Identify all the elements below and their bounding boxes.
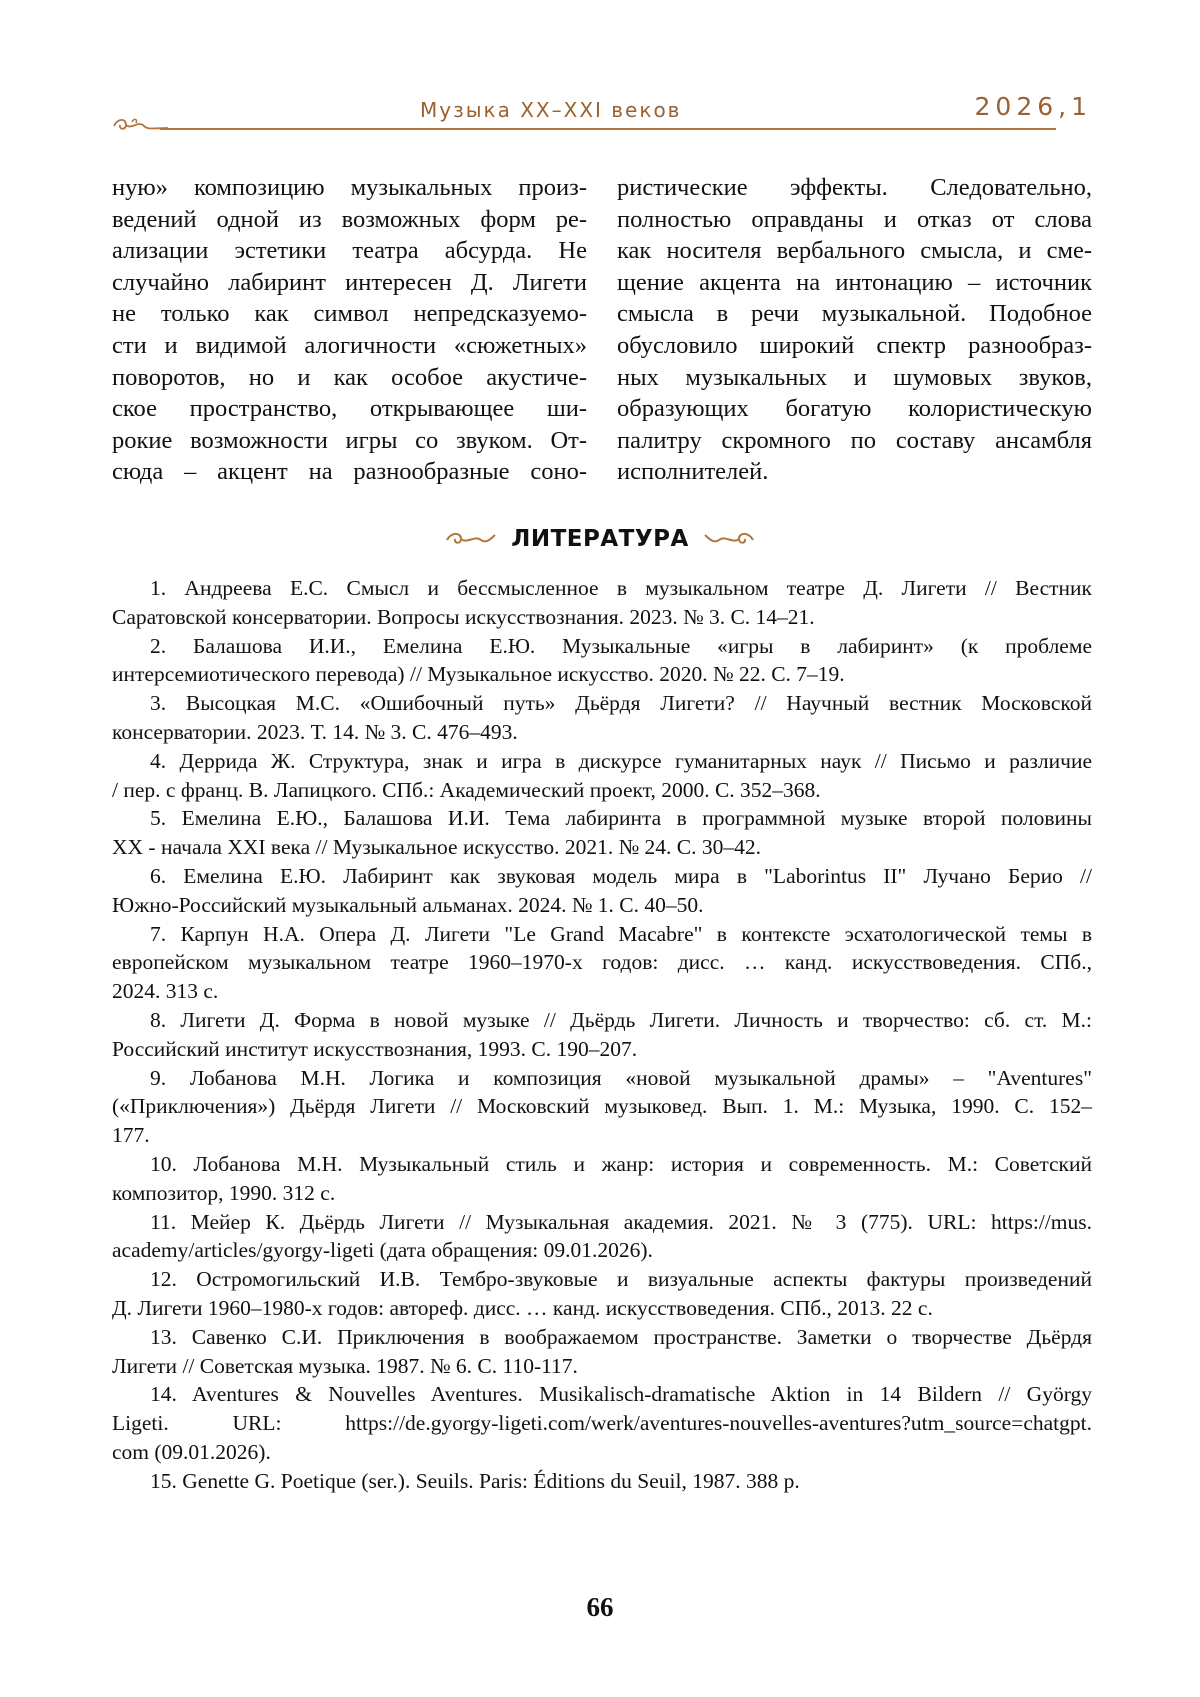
text-line: полностью оправданы и отказ от слова <box>617 205 1092 233</box>
reference-line: Российский институт искусствознания, 1993. С. 190–207. <box>112 1036 638 1061</box>
reference-line: Лигети // Советская музыка. 1987. № 6. С. 110-117. <box>112 1353 578 1378</box>
reference-line: 4. Деррида Ж. Структура, знак и игра в дискурсе гуманитарных наук // Письмо и различие <box>150 748 1092 773</box>
text-line: палитру скромного по составу ансамбля <box>617 426 1092 454</box>
text-line: не только как символ непредсказуемо- <box>112 300 587 328</box>
reference-line: 12. Остромогильский И.В. Тембро-звуковые и визуальные аспекты фактуры произведений <box>150 1267 1092 1292</box>
text-line: случайно лабиринт интересен Д. Лигети <box>112 268 587 296</box>
reference-line: 8. Лигети Д. Форма в новой музыке // Дьёрдь Лигети. Личность и творчество: сб. ст. М.: <box>150 1007 1092 1032</box>
reference-line: 1. Андреева Е.С. Смысл и бессмысленное в музыкальном театре Д. Лигети // Вестник <box>150 576 1092 600</box>
reference-item <box>112 1265 1092 1323</box>
text-line: ную» композицию музыкальных произ- <box>112 174 587 201</box>
reference-line: 9. Лобанова М.Н. Логика и композиция «новой музыкальной драмы» – "Aventures" <box>150 1065 1092 1090</box>
reference-line: 177. <box>112 1123 150 1148</box>
reference-item <box>112 689 1092 747</box>
reference-line: европейском музыкальном театре 1960–1970-х годов: дисс. … канд. искусствоведения. СПб., <box>112 950 1092 975</box>
text-line: ристические эффекты. Следовательно, <box>617 174 1092 201</box>
reference-item <box>112 1006 1092 1064</box>
text-line: смысла в речи музыкальной. Подобное <box>617 300 1092 328</box>
reference-line: 2024. 313 с. <box>112 979 219 1004</box>
reference-item <box>112 1064 1092 1150</box>
reference-line: 3. Высоцкая М.С. «Ошибочный путь» Дьёрдя Лигети? // Научный вестник Московской <box>150 691 1092 716</box>
reference-line: 2. Балашова И.И., Емелина Е.Ю. Музыкальные «игры в лабиринт» (к проблеме <box>150 633 1092 658</box>
reference-line: com (09.01.2026). <box>112 1439 271 1464</box>
reference-line: интерсемиотического перевода) // Музыкальное искусство. 2020. № 22. С. 7–19. <box>112 662 845 687</box>
reference-line: academy/articles/gyorgy-ligeti (дата обращения: 09.01.2026). <box>112 1238 653 1263</box>
reference-line: XX - начала XXI века // Музыкальное искусство. 2021. № 24. С. 30–42. <box>112 835 761 860</box>
text-line: поворотов, но и как особое акустиче- <box>112 363 587 391</box>
page-number: 66 <box>586 1592 614 1622</box>
reference-item <box>112 804 1092 862</box>
reference-line: Ligeti. URL: https://de.gyorgy-ligeti.com/werk/aventures-nouvelles-aventures?utm_source=chatgpt. <box>112 1411 1092 1436</box>
references-heading <box>0 526 1200 554</box>
reference-line: Д. Лигети 1960–1980-х годов: автореф. дисс. … канд. искусствоведения. СПб., 2013. 22 с. <box>112 1295 933 1320</box>
reference-item <box>112 632 1092 690</box>
left-column <box>112 172 587 488</box>
header-rule <box>160 128 1056 130</box>
journal-title: Музыка XX–XXI веков <box>420 98 682 122</box>
text-line: как носителя вербального смысла, и сме- <box>617 237 1092 265</box>
flourish-left-icon <box>443 529 497 549</box>
reference-line: 7. Карпун Н.А. Опера Д. Лигети "Le Grand Macabre" в контексте эсхатологической темы в <box>150 921 1092 946</box>
text-line: ных музыкальных и шумовых звуков, <box>617 363 1092 391</box>
reference-line: композитор, 1990. 312 с. <box>112 1180 336 1205</box>
reference-line: 10. Лобанова М.Н. Музыкальный стиль и жанр: история и современность. М.: Советский <box>150 1151 1092 1176</box>
reference-item <box>112 1208 1092 1266</box>
section-title: ЛИТЕРАТУРА <box>511 526 689 552</box>
text-line: образующих богатую колористическую <box>617 395 1092 423</box>
references-list <box>112 574 1092 1496</box>
text-line: ское пространство, открывающее ши- <box>112 395 587 423</box>
text-line: ведений одной из возможных форм ре- <box>112 205 587 233</box>
reference-line: / пер. с франц. В. Лапицкого. СПб.: Академический проект, 2000. С. 352–368. <box>112 777 821 802</box>
flourish-ornament-icon <box>112 114 168 134</box>
text-line: обусловило широкий спектр разнообраз- <box>617 331 1092 359</box>
text-line: исполнителей. <box>617 458 769 486</box>
reference-line: 5. Емелина Е.Ю., Балашова И.И. Тема лабиринта в программной музыке второй половины <box>150 806 1092 831</box>
text-line: щение акцента на интонацию – источник <box>617 268 1092 296</box>
reference-item <box>112 862 1092 920</box>
text-line: рокие возможности игры со звуком. От- <box>112 426 587 454</box>
text-line: ализации эстетики театра абсурда. Не <box>112 237 587 265</box>
text-line: сти и видимой алогичности «сюжетных» <box>112 331 587 359</box>
running-header <box>112 92 1092 142</box>
reference-item <box>112 1380 1092 1466</box>
right-column <box>617 172 1092 488</box>
reference-line: 6. Емелина Е.Ю. Лабиринт как звуковая модель мира в "Laborintus II" Лучано Берио // <box>150 863 1092 888</box>
issue-number: 2026,1 <box>974 92 1092 121</box>
reference-line: Саратовской консерватории. Вопросы искусствознания. 2023. № 3. С. 14–21. <box>112 604 815 629</box>
reference-line: 14. Aventures & Nouvelles Aventures. Musikalisch-dramatische Aktion in 14 Bildern // György <box>150 1382 1092 1407</box>
reference-line: («Приключения») Дьёрдя Лигети // Московский музыковед. Вып. 1. М.: Музыка, 1990. С. 152– <box>112 1094 1092 1119</box>
reference-line: 11. Мейер К. Дьёрдь Лигети // Музыкальная академия. 2021. № 3 (775). URL: https://mus. <box>150 1209 1092 1234</box>
reference-item <box>112 574 1092 632</box>
reference-item <box>112 747 1092 805</box>
reference-item <box>112 1323 1092 1381</box>
reference-item <box>112 920 1092 1006</box>
reference-line: Южно-Российский музыкальный альманах. 2024. № 1. С. 40–50. <box>112 892 704 917</box>
reference-line: 15. Genette G. Poetique (ser.). Seuils. Paris: Éditions du Seuil, 1987. 388 p. <box>150 1468 800 1493</box>
reference-line: консерватории. 2023. Т. 14. № 3. С. 476–493. <box>112 719 518 744</box>
flourish-right-icon <box>703 529 757 549</box>
reference-line: 13. Савенко С.И. Приключения в воображаемом пространстве. Заметки о творчестве Дьёрдя <box>150 1324 1092 1349</box>
reference-item <box>112 1467 1092 1496</box>
text-line: сюда – акцент на разнообразные соно- <box>112 458 587 486</box>
reference-item <box>112 1150 1092 1208</box>
